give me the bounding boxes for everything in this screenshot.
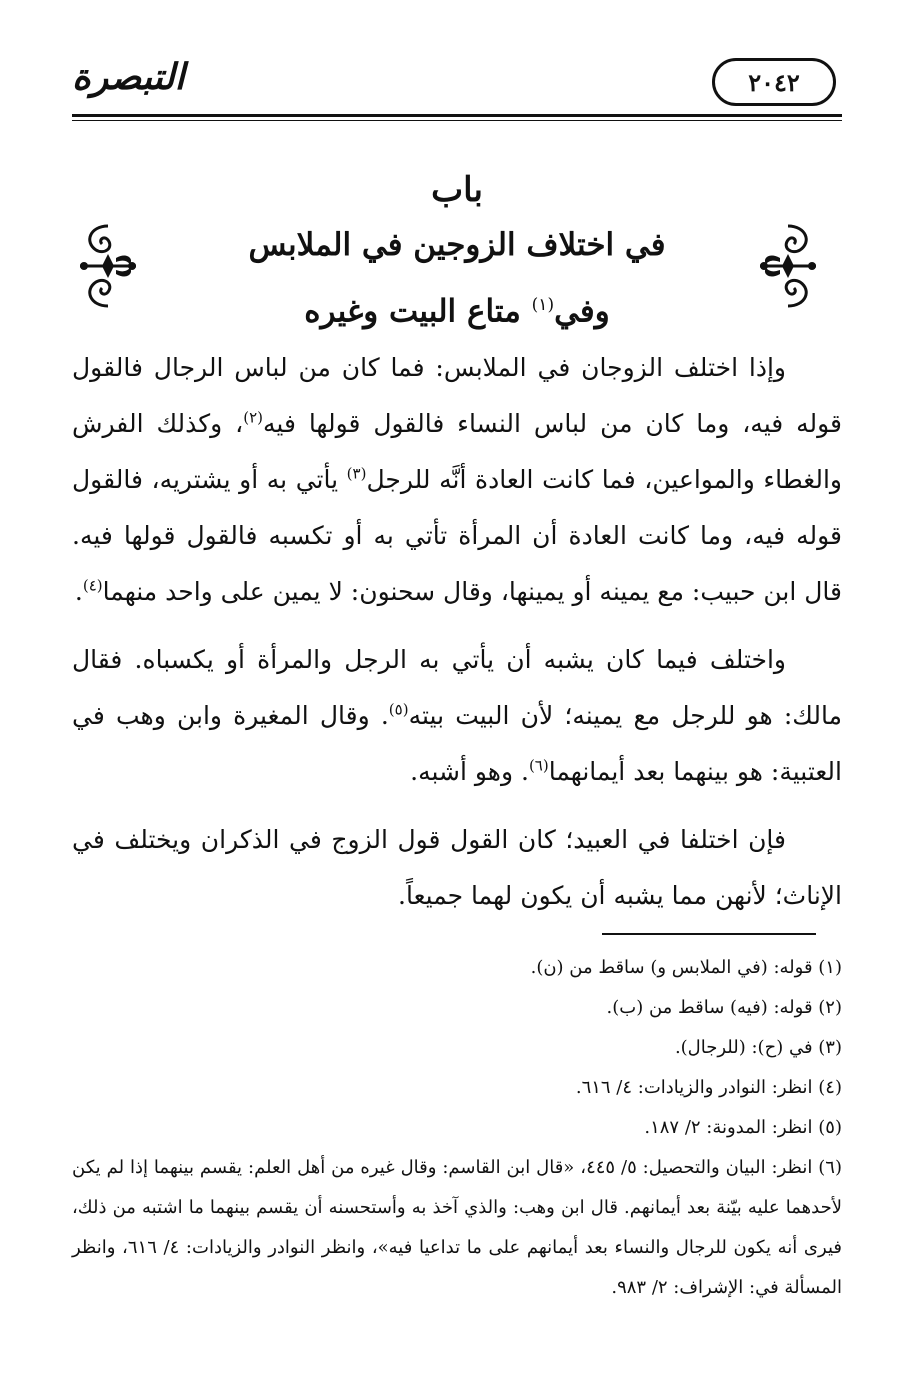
book-title: التبصرة [72, 56, 185, 98]
paragraph [72, 340, 842, 620]
footnote: (٣) في (ح): (للرجال). [674, 1037, 842, 1058]
header-rule [72, 114, 842, 117]
text-run: . وهو أشبه. [410, 757, 529, 786]
main-text [72, 340, 842, 936]
footnote-ref: (٦) [528, 756, 549, 775]
chapter-heading [0, 165, 914, 341]
footnote: (١) قوله: (في الملابس و) ساقط من (ن). [530, 957, 842, 978]
text-run: يأتي به أو يشتريه، فالقول قوله فيه، وما كانت العادة أن المرأة تأتي به أو تكسبه فالقول قولها فيه. قال ابن حبيب: مع يمينه أو يمينها، وقال سحنون: لا يمين على واحد منهما [72, 465, 842, 606]
text-run: وإذا اختلف الزوجان في الملابس: فما كان من لباس الرجال فالقول قوله فيه، وما كان من لباس النساء فالقول قولها فيه [72, 353, 842, 438]
footnote-ref: (٣) [346, 464, 367, 483]
text-run: . [74, 577, 83, 606]
running-header [72, 52, 842, 124]
chapter-title-line-2 [0, 275, 914, 341]
header-rule-thin [72, 120, 842, 121]
chapter-title-prefix: وفي [554, 293, 610, 330]
paragraph: فإن اختلفا في العبيد؛ كان القول قول الزوج في الذكران ويختلف في الإناث؛ لأنهن مما يشبه أن يكون لهما جميعاً. [72, 825, 842, 910]
footnote-ref: (٥) [388, 700, 409, 719]
chapter-label: باب [431, 170, 483, 210]
footnote: (٤) انظر: النوادر والزيادات: ٤/ ٦١٦. [575, 1077, 842, 1098]
paragraph [72, 632, 842, 800]
footnote: (٦) انظر: البيان والتحصيل: ٥/ ٤٤٥، «قال ابن القاسم: وقال غيره من أهل العلم: يقسم بينهما إذا لم يكن لأحدهما عليه بيّنة بعد أيمانهم. قال ابن وهب: والذي آخذ به وأستحسنه أن يقسم بينهما ما اشتبه من ذلك، فيرى أنه يكون للرجال والنساء بعد أيمانهم على ما تداعيا فيه»، وانظر النوادر والزيادات: ٤/ ٦١٦، وانظر المسألة في: الإشراف: ٢/ ٩٨٣. [72, 1157, 842, 1298]
footnote-ref: (١) [531, 295, 555, 315]
page-number: ٢٠٤٢ [712, 58, 836, 106]
footnote: (٢) قوله: (فيه) ساقط من (ب). [606, 997, 842, 1018]
chapter-title-line-1: في اختلاف الزوجين في الملابس [248, 227, 666, 263]
text-run: ، وكذلك الفرش والغطاء والمواعين، فما كانت العادة أنَّه للرجل [72, 409, 842, 494]
text-run: . وقال المغيرة وابن وهب في العتبية: هو بينهما بعد أيمانهما [72, 701, 842, 786]
footnotes [72, 948, 842, 1308]
footnote-separator [602, 933, 816, 935]
footnote-ref: (٤) [82, 576, 103, 595]
footnote: (٥) انظر: المدونة: ٢/ ١٨٧. [644, 1117, 842, 1138]
text-run: واختلف فيما كان يشبه أن يأتي به الرجل والمرأة أو يكسباه. فقال مالك: هو للرجل مع يمينه؛ لأن البيت بيته [72, 645, 842, 730]
chapter-title-rest: متاع البيت وغيره [304, 293, 521, 330]
footnote-ref: (٢) [243, 408, 263, 427]
